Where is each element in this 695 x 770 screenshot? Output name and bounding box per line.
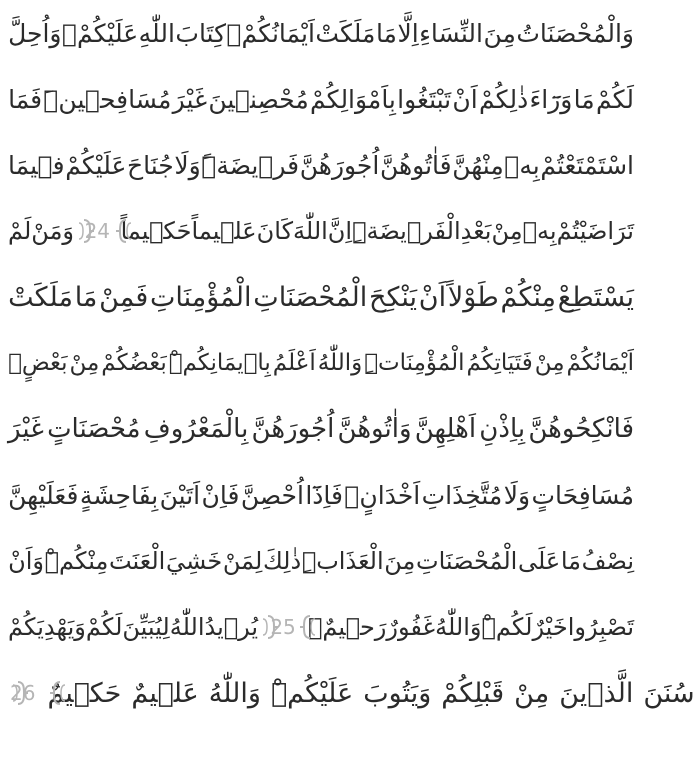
verse-word: لَمْ <box>8 217 32 245</box>
verse-line <box>8 330 634 396</box>
verse-word: مِنْ <box>534 350 565 376</box>
verse-lines <box>8 0 695 726</box>
verse-word: مِنْ <box>491 217 523 245</box>
verse-word: اللّٰهُ <box>169 613 205 641</box>
verse-word: اُجُورَهُنَّ <box>299 150 380 180</box>
verse-word: اَيْمَانُكُمْۚ <box>226 18 315 48</box>
verse-word: مِنْهُنَّ <box>452 150 504 180</box>
verse-word: فَتَيَاتِكُمُ <box>466 350 533 376</box>
verse-word: تَصْبِرُوا <box>567 613 634 641</box>
verse-word: بِا۪يمَانِكُمْۜ <box>168 350 271 376</box>
verse-line <box>8 528 634 594</box>
verse-word: بَعْضُكُمْ <box>101 350 167 376</box>
verse-word: جُنَاحَ <box>127 150 174 180</box>
verse-word: بِه۪ <box>504 150 540 180</box>
verse-word: وَاُحِلَّ <box>8 18 62 48</box>
verse-word: الْفَر۪يضَةِۜ <box>352 217 461 245</box>
verse-word: الْمُحْصَنَاتِ <box>253 281 368 313</box>
verse-word: مُسَافِح۪ينَۜ <box>43 84 172 114</box>
verse-word: غَفُورٌ <box>386 613 436 641</box>
verse-word: مِنْ <box>514 677 550 709</box>
verse-word: يَسْتَطِعْ <box>557 281 634 313</box>
verse-word: وَاللّٰهُ <box>208 677 261 709</box>
verse-word: طَوْلاً <box>447 281 499 313</box>
verse-word: بِه۪ <box>522 217 557 245</box>
verse-word: عَل۪يماً <box>191 217 257 245</box>
verse-line <box>8 198 634 264</box>
verse-word: مَلَكَتْ <box>315 18 376 48</box>
verse-word: فَاِذَٓا <box>305 480 343 510</box>
verse-word: الْمُؤْمِنَاتِۜ <box>364 350 465 376</box>
verse-word: فَاِنْ <box>201 480 240 510</box>
verse-word: اَنْ <box>418 281 447 313</box>
verse-word: الْمُحْصَنَاتِ <box>416 547 518 575</box>
verse-word: مِنْكُمْۜ <box>44 547 109 575</box>
verse-word: اُجُورَهُنَّ <box>251 414 335 444</box>
verse-word: مُتَّخِذَاتِ <box>421 480 503 510</box>
ayah-end-marker <box>76 216 119 246</box>
verse-word: اِنَّ <box>327 217 353 245</box>
verse-word: لِيُبَيِّنَ <box>122 613 170 641</box>
verse-word: وَالْمُحْصَنَاتُ <box>516 18 634 48</box>
verse-word: مِنَ <box>483 18 516 48</box>
verse-word: مُحْصَنَاتٍ <box>47 414 141 444</box>
verse-word: فَاٰتُوهُنَّ <box>379 150 452 180</box>
verse-word: حَك۪يمٌ <box>47 677 122 709</box>
verse-word: وَاَنْ <box>8 547 44 575</box>
verse-word: كَانَ <box>256 217 293 245</box>
verse-word: الْعَنَتَ <box>108 547 166 575</box>
verse-word: رَح۪يمٌ۟ <box>307 613 387 641</box>
verse-word: غَيْرَ <box>8 414 44 444</box>
ayah-end-marker <box>260 612 306 642</box>
verse-word: خَيْرٌ <box>532 613 568 641</box>
verse-word: اِلَّا <box>397 18 419 48</box>
verse-word: وَرَٓاءَ <box>529 84 573 114</box>
verse-word: تَرَاضَيْتُمْ <box>556 217 634 245</box>
verse-word: الْمُؤْمِنَاتِ <box>149 281 252 313</box>
verse-word: مِنَ <box>384 547 416 575</box>
verse-word: بَعْدِ <box>460 217 492 245</box>
verse-line <box>8 462 634 528</box>
verse-word: بِالْمَعْرُوفِ <box>143 414 249 444</box>
verse-word: فَر۪يضَةًۜ <box>201 150 300 180</box>
ayah-number: 26 <box>10 681 36 705</box>
ayah-end-marker <box>10 678 35 708</box>
verse-word: مِنْكُمْ <box>500 281 556 313</box>
verse-word: لَكُمْۜ <box>481 613 533 641</box>
verse-word: كِتَابَ <box>175 18 227 48</box>
verse-line <box>8 660 695 726</box>
verse-word: مُسَافِحَاتٍ <box>531 480 634 510</box>
verse-word: مَلَكَتْ <box>8 281 73 313</box>
verse-word: بَعْضٍۚ <box>8 350 68 376</box>
verse-word: فَعَلَيْهِنَّ <box>8 480 79 510</box>
verse-line <box>8 396 634 462</box>
verse-line <box>8 66 634 132</box>
verse-word: مَا <box>74 281 98 313</box>
verse-word: لِمَنْ <box>222 547 263 575</box>
verse-word: مَا <box>573 84 595 114</box>
verse-word: اَهْلِهِنَّ <box>414 414 477 444</box>
verse-word: نِصْفُ <box>581 547 634 575</box>
verse-word: خَشِيَ <box>165 547 223 575</box>
verse-word: قَبْلِكُمْ <box>441 677 505 709</box>
verse-word: وَيَهْدِيَكُمْ <box>8 613 86 641</box>
verse-word: وَاللّٰهُ <box>435 613 482 641</box>
verse-word: عَل۪يمٌ <box>131 677 199 709</box>
verse-word: يُر۪يدُ <box>204 613 259 641</box>
verse-word: وَاٰتُوهُنَّ <box>337 414 412 444</box>
ayah-number: 24 <box>84 219 111 243</box>
verse-word: لَكُمْ <box>85 613 123 641</box>
verse-word: غَيْرَ <box>172 84 208 114</box>
verse-word: اَتَيْنَ <box>159 480 201 510</box>
verse-word: مَا <box>375 18 397 48</box>
verse-word: يَنْكِحَ <box>369 281 418 313</box>
verse-word: فَمَا <box>8 84 43 114</box>
verse-word: اَعْلَمُ <box>272 350 316 376</box>
verse-word: مِنْ <box>69 350 100 376</box>
verse-word: وَلَا <box>174 150 201 180</box>
verse-word: ف۪يمَا <box>8 150 65 180</box>
verse-word: ذٰلِكُمْ <box>479 84 529 114</box>
verse-word: عَلَيْكُمْۜ <box>270 677 354 709</box>
verse-word: مُحْصِن۪ينَ <box>208 84 309 114</box>
verse-word: فَانْكِحُوهُنَّ <box>528 414 634 444</box>
verse-word: اسْتَمْتَعْتُمْ <box>540 150 634 180</box>
verse-word: عَلَيْكُمْ <box>65 150 127 180</box>
verse-word: حَك۪يماً <box>120 217 192 245</box>
ayah-number: 25 <box>270 615 296 639</box>
verse-word: اَنْ <box>452 84 478 114</box>
verse-line <box>8 594 634 660</box>
verse-word: بِاَمْوَالِكُمْ <box>310 84 396 114</box>
verse-word: وَمَنْ <box>31 217 75 245</box>
verse-word: الْعَذَابِۜ <box>301 547 384 575</box>
verse-word: فَمِنْ <box>99 281 149 313</box>
verse-word: تَبْتَغُوا <box>397 84 452 114</box>
verse-word: اَخْدَانٍۚ <box>344 480 421 510</box>
verse-word: اللّٰهَ <box>293 217 328 245</box>
verse-word: وَلَا <box>503 480 531 510</box>
verse-word: عَلَى <box>517 547 561 575</box>
verse-word: لَكُمْ <box>595 84 634 114</box>
verse-word: اللّٰهِ <box>138 18 175 48</box>
verse-line <box>8 0 634 66</box>
verse-word: عَلَيْكُمْۚ <box>61 18 139 48</box>
verse-word: سُنَنَ <box>643 677 695 709</box>
verse-word: وَيَتُوبَ <box>363 677 432 709</box>
verse-word: اُحْصِنَّ <box>240 480 304 510</box>
verse-word: بِفَاحِشَةٍ <box>79 480 159 510</box>
verse-word: وَاللّٰهُ <box>317 350 363 376</box>
verse-line <box>8 132 634 198</box>
verse-word: اَيْمَانُكُمْ <box>566 350 634 376</box>
verse-word: ذٰلِكَ <box>262 547 302 575</box>
verse-word: النِّسَاءِ <box>419 18 483 48</box>
verse-word: بِاِذْنِ <box>479 414 526 444</box>
verse-line <box>8 264 634 330</box>
verse-word: الَّذ۪ينَ <box>559 677 634 709</box>
verse-word: مَا <box>560 547 582 575</box>
